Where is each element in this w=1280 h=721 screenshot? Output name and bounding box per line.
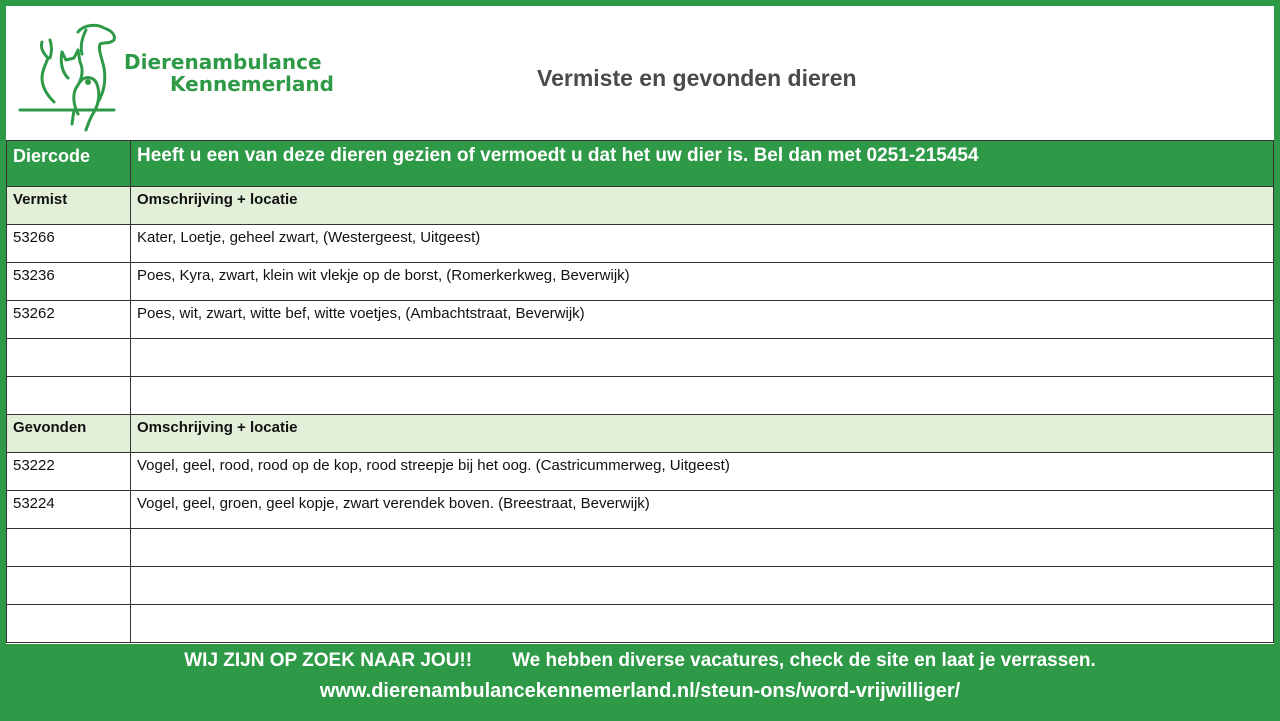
- row-code: 53236: [7, 263, 131, 301]
- row-desc: Vogel, geel, rood, rood op de kop, rood streepje bij het oog. (Castricummerweg, Uitgeest): [131, 453, 1274, 491]
- row-desc: Poes, wit, zwart, witte bef, witte voetjes, (Ambachtstraat, Beverwijk): [131, 301, 1274, 339]
- section-header-found: [7, 415, 1274, 453]
- table-row: [7, 225, 1274, 263]
- table-row: [7, 567, 1274, 605]
- row-code: 53222: [7, 453, 131, 491]
- table-row: [7, 605, 1274, 643]
- table-row: [7, 453, 1274, 491]
- row-code: [7, 567, 131, 605]
- footer-vacatures: We hebben diverse vacatures, check de site en laat je verrassen.: [512, 650, 1096, 671]
- row-desc: [131, 605, 1274, 643]
- brand-line-1: Dierenambulance: [124, 50, 322, 74]
- row-desc: Poes, Kyra, zwart, klein wit vlekje op de borst, (Romerkerkweg, Beverwijk): [131, 263, 1274, 301]
- footer-line-1: [0, 650, 1280, 672]
- row-desc: [131, 377, 1274, 415]
- page-title: Vermiste en gevonden dieren: [537, 65, 857, 91]
- section-label: Gevonden: [7, 415, 131, 453]
- row-code: 53262: [7, 301, 131, 339]
- brand-line-2: Kennemerland: [170, 72, 334, 96]
- column-header-callout: Heeft u een van deze dieren gezien of vermoedt u dat het uw dier is. Bel dan met 0251-215454: [131, 141, 1274, 187]
- footer: [0, 644, 1280, 721]
- notice-sheet: [6, 6, 1274, 644]
- footer-callout: WIJ ZIJN OP ZOEK NAAR JOU!!: [184, 650, 473, 671]
- row-code: 53224: [7, 491, 131, 529]
- section-label: Vermist: [7, 187, 131, 225]
- row-code: [7, 529, 131, 567]
- row-desc: [131, 339, 1274, 377]
- header: [6, 6, 1274, 140]
- row-desc: [131, 567, 1274, 605]
- table-row: [7, 491, 1274, 529]
- animals-table: [6, 140, 1274, 643]
- row-desc: Kater, Loetje, geheel zwart, (Westergeest, Uitgeest): [131, 225, 1274, 263]
- row-code: 53266: [7, 225, 131, 263]
- table-row: [7, 339, 1274, 377]
- table-main-header: [7, 141, 1274, 187]
- table-row: [7, 529, 1274, 567]
- section-header-missing: [7, 187, 1274, 225]
- table-row: [7, 301, 1274, 339]
- section-desc-header: Omschrijving + locatie: [131, 187, 1274, 225]
- brand-name: [124, 51, 334, 95]
- row-code: [7, 377, 131, 415]
- row-code: [7, 339, 131, 377]
- section-desc-header: Omschrijving + locatie: [131, 415, 1274, 453]
- row-desc: Vogel, geel, groen, geel kopje, zwart verendek boven. (Breestraat, Beverwijk): [131, 491, 1274, 529]
- animals-logo-icon: [18, 18, 122, 136]
- table-row: [7, 263, 1274, 301]
- column-header-code: Diercode: [7, 141, 131, 187]
- footer-url[interactable]: www.dierenambulancekennemerland.nl/steun-ons/word-vrijwilliger/: [319, 680, 961, 702]
- row-code: [7, 605, 131, 643]
- table-row: [7, 377, 1274, 415]
- row-desc: [131, 529, 1274, 567]
